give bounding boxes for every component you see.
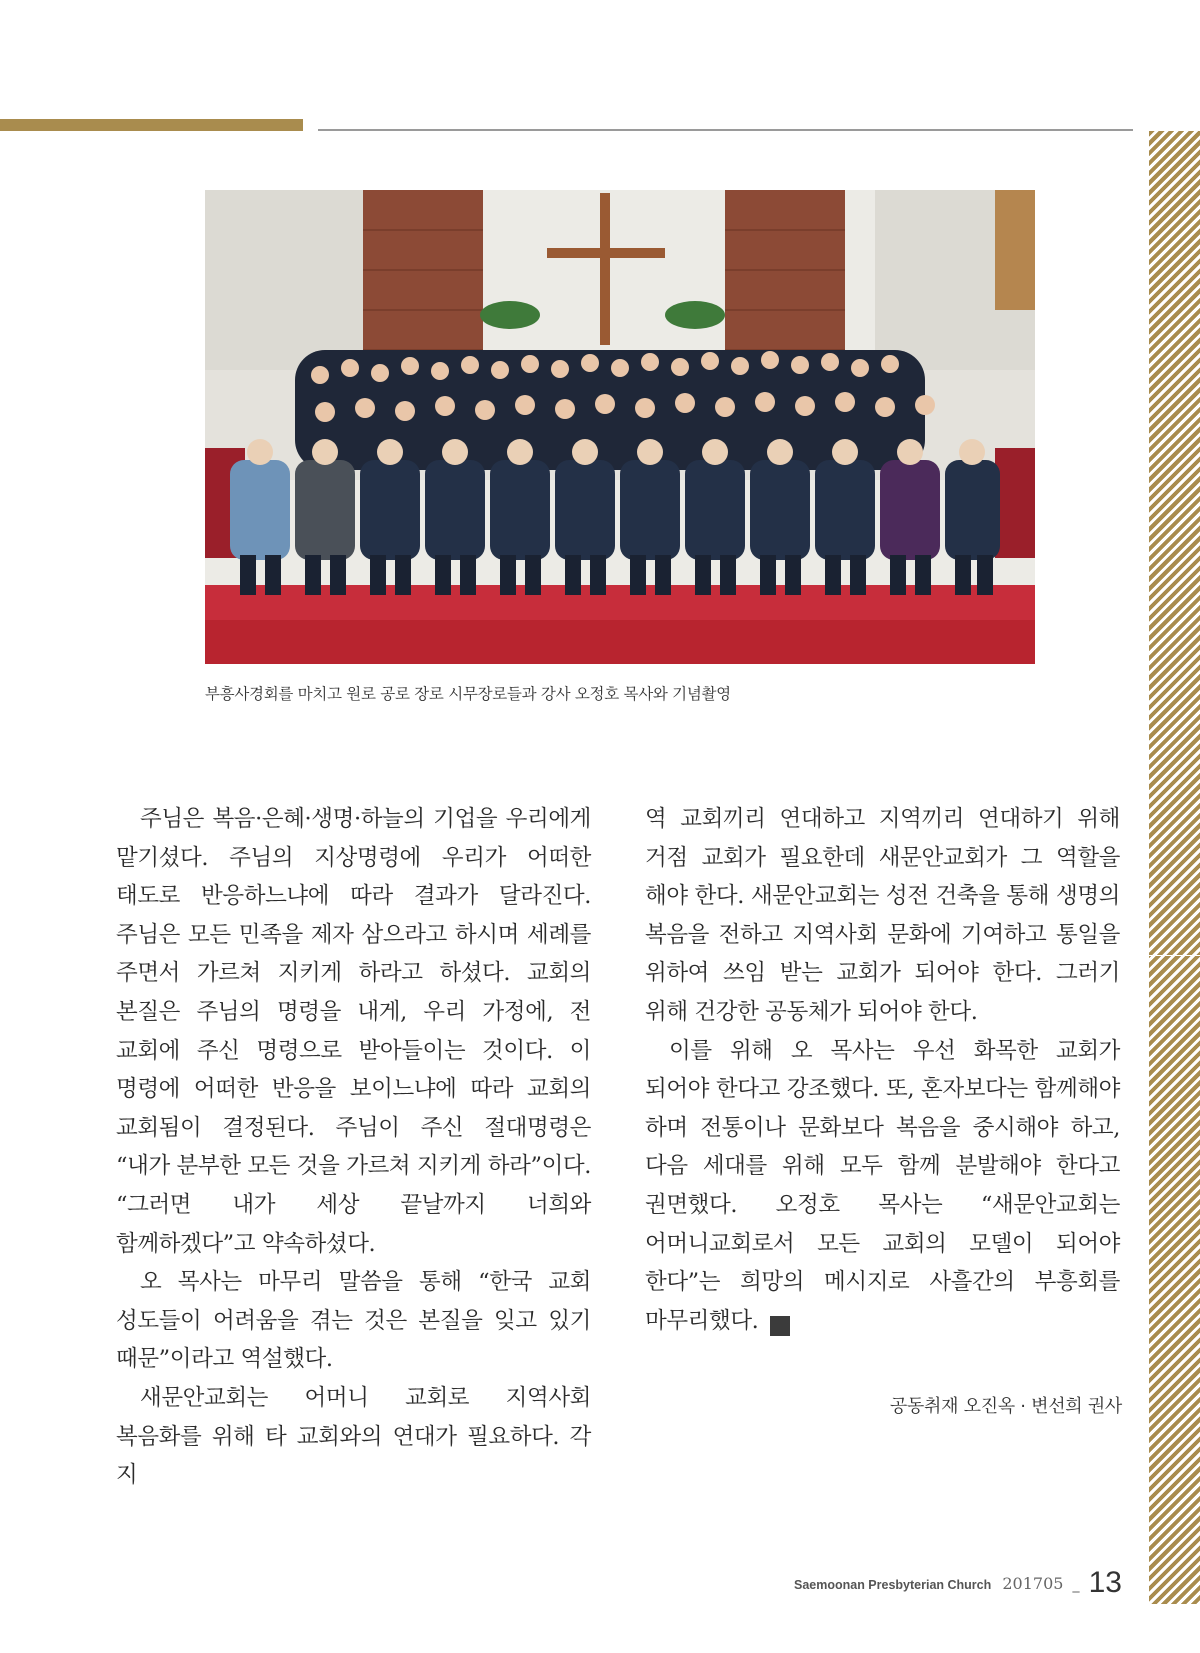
- header-gray-rule: [318, 129, 1133, 131]
- page-footer: [760, 1566, 1122, 1600]
- footer-church-name: Saemoonan Presbyterian Church: [793, 1578, 992, 1592]
- paragraph: 역 교회끼리 연대하고 지역끼리 연대하기 위해 거점 교회가 필요한데 새문안교회가 그 역할을 해야 한다. 새문안교회는 성전 건축을 통해 생명의 복음을 전하고 지역사회 문화에 기여하고 통일을 위하여 쓰임 받는 교회가 되어야 한다. 그러기 위해 건강한 공동체가 되어야 한다.: [645, 806, 1120, 1025]
- article-credit: 공동취재 오진옥 · 변선희 권사: [889, 1396, 1122, 1417]
- end-mark-icon: 새: [770, 1316, 790, 1336]
- group-photo: [205, 190, 1035, 664]
- paragraph: 오 목사는 마무리 말씀을 통해 “한국 교회 성도들이 어려움을 겪는 것은 본질을 잊고 있기 때문”이라고 역설했다.: [116, 1269, 591, 1373]
- article-right-column: [645, 800, 1120, 1340]
- header-gold-rule: [0, 119, 303, 131]
- group-photo-illustration: [205, 190, 1035, 664]
- photo-caption: 부흥사경회를 마치고 원로 공로 장로 시무장로들과 강사 오정호 목사와 기념촬영: [205, 685, 731, 703]
- paragraph: 새문안교회는 어머니 교회로 지역사회 복음화를 위해 타 교회와의 연대가 필요하다. 각 지: [116, 1384, 591, 1489]
- paragraph-text: 이를 위해 오 목사는 우선 화목한 교회가 되어야 한다고 강조했다. 또, 혼자보다는 함께해야 하며 전통이나 문화보다 복음을 중시해야 하고, 다음 세대를 위해 모두 함께 분발해야 한다고 권면했다. 오정호 목사는 “새문안교회는 어머니교회로서 모든 교회의 모델이 되어야 한다”는 희망의 메시지로 사흘간의 부흥회를 마무리했다.: [645, 1037, 1120, 1334]
- footer-separator: _: [1072, 1577, 1080, 1593]
- side-stripe-decoration: [1149, 131, 1200, 1604]
- side-stripe-divider: [1149, 955, 1200, 956]
- article-left-column: [116, 800, 591, 1495]
- page-number: 13: [1088, 1566, 1122, 1599]
- paragraph: 주님은 복음·은혜·생명·하늘의 기업을 우리에게 맡기셨다. 주님의 지상명령에 우리가 어떠한 태도로 반응하느냐에 따라 결과가 달라진다. 주님은 모든 민족을 제자 삼으라고 하시며 세례를 주면서 가르쳐 지키게 하라고 하셨다. 교회의 본질은 주님의 명령을 내게, 우리 가정에, 전 교회에 주신 명령으로 받아들이는 것이다. 이 명령에 어떠한 반응을 보이느냐에 따라 교회의 교회됨이 결정된다. 주님이 주신 절대명령은 “내가 분부한 모든 것을 가르쳐 지키게 하라”이다. “그러면 내가 세상 끝날까지 너희와 함께하겠다”고 약속하셨다.: [116, 806, 591, 1257]
- footer-issue: 201705: [1002, 1574, 1064, 1593]
- paragraph-last: [645, 1032, 1120, 1341]
